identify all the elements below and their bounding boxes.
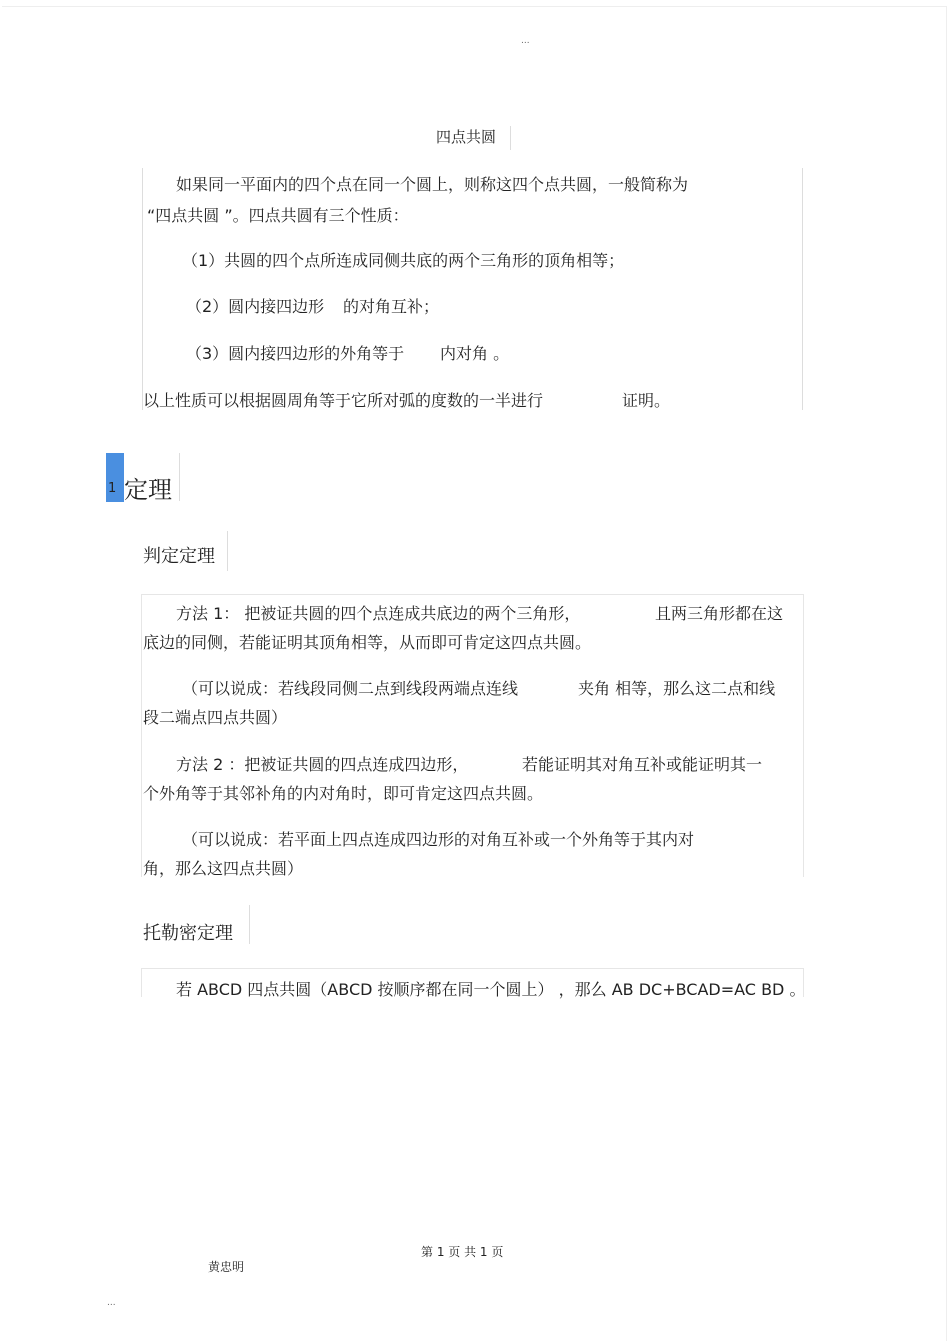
method-1-line-1-a: 方法 1： 把被证共圆的四个点连成共底边的两个三角形，: [176, 604, 581, 623]
property-2-b: 的对角互补；: [343, 297, 440, 316]
property-3-a: （3）圆内接四边形的外角等于: [186, 344, 405, 363]
proof-note-a: 以上性质可以根据圆周角等于它所对弧的度数的一半进行: [143, 391, 544, 410]
intro-left-border: [142, 168, 143, 410]
property-2-a: （2）圆内接四边形: [186, 297, 325, 316]
chapter-title: 定理: [124, 476, 172, 504]
method-1-line-1-b: 且两三角形都在这: [655, 604, 784, 623]
author-name: 黄忠明: [208, 1260, 245, 1274]
method-2-line-1-a: 方法 2 ：把被证共圆的四点连成四边形，: [176, 755, 469, 774]
judge-heading-marker: [227, 531, 228, 571]
header-dots: ...: [521, 36, 530, 46]
footer-dots: ...: [107, 1298, 116, 1308]
restate-1-line-1-a: （可以说成：若线段同侧二点到线段两端点连线: [182, 679, 519, 698]
method-1-line-2: 底边的同侧，若能证明其顶角相等，从而即可肯定这四点共圆。: [143, 633, 592, 652]
restate-2-line-2: 角，那么这四点共圆）: [143, 859, 304, 878]
restate-1-line-1-b: 夹角 相等，那么这二点和线: [578, 679, 776, 698]
page-number-info: 第 1 页 共 1 页: [421, 1245, 504, 1259]
page-title: 四点共圆: [436, 128, 497, 146]
chapter-number: 1: [108, 481, 117, 496]
title-marker: [510, 126, 511, 150]
restate-2-line-1: （可以说成：若平面上四点连成四边形的对角互补或一个外角等于其内对: [182, 830, 695, 849]
ptolemy-statement: 若 ABCD 四点共圆（ABCD 按顺序都在同一个圆上） ，那么 AB DC+BCAD=AC BD 。: [176, 980, 806, 999]
restate-1-line-2: 段二端点四点共圆）: [143, 708, 288, 727]
chapter-title-marker: [179, 453, 180, 501]
ptolemy-heading-marker: [249, 905, 250, 944]
property-1: （1）共圆的四个点所连成同侧共底的两个三角形的顶角相等；: [182, 251, 625, 270]
intro-line-1: 如果同一平面内的四个点在同一个圆上，则称这四个点共圆，一般简称为: [176, 175, 689, 194]
ptolemy-heading: 托勒密定理: [143, 923, 233, 944]
method-2-line-1-b: 若能证明其对角互补或能证明其一: [522, 755, 763, 774]
intro-right-border: [802, 168, 803, 410]
property-3-b: 内对角 。: [440, 344, 510, 363]
proof-note-b: 证明。: [622, 391, 671, 410]
intro-line-2: “四点共圆 ”。四点共圆有三个性质：: [147, 206, 409, 225]
judge-heading: 判定定理: [143, 546, 215, 567]
method-2-line-2: 个外角等于其邻补角的内对角时，即可肯定这四点共圆。: [143, 784, 544, 803]
